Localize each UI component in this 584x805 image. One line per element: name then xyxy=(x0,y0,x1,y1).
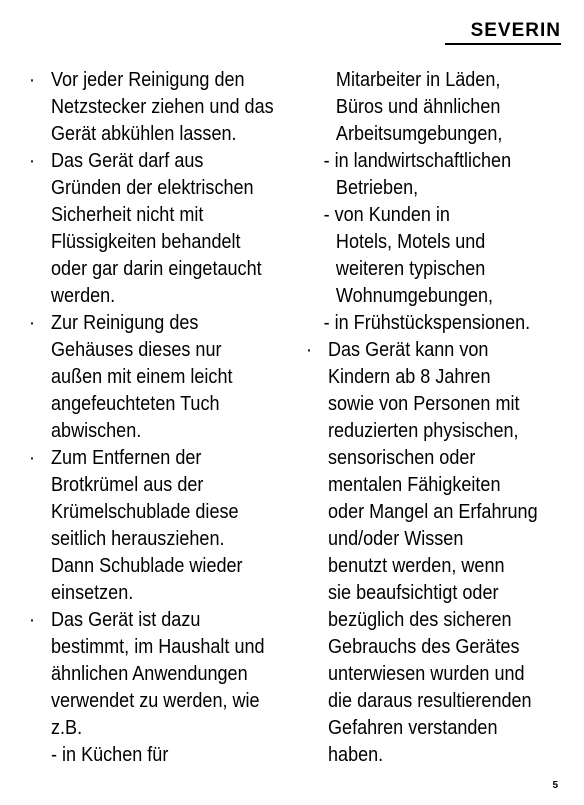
dash-item xyxy=(306,309,570,336)
left-column xyxy=(29,66,293,768)
text-line: Krümelschublade diese xyxy=(51,500,239,523)
continuation-text xyxy=(306,66,570,147)
text-line: Betrieben, xyxy=(335,176,419,199)
text-line: Vor jeder Reinigung den xyxy=(51,68,245,91)
right-column xyxy=(306,66,570,768)
text-line: sensorischen oder xyxy=(328,446,476,469)
text-line: Gebrauchs des Gerätes xyxy=(328,635,520,658)
text-line: Das Gerät kann von xyxy=(328,338,489,361)
text-line: Gefahren verstanden xyxy=(328,716,498,739)
text-line: Gerät abkühlen lassen. xyxy=(51,122,237,145)
text-line: einsetzen. xyxy=(51,581,134,604)
text-line: Kindern ab 8 Jahren xyxy=(328,365,491,388)
text-line: oder gar darin eingetaucht xyxy=(51,257,262,280)
text-line: oder Mangel an Erfahrung xyxy=(328,500,538,523)
text-line: Sicherheit nicht mit xyxy=(51,203,204,226)
text-line: die daraus resultierenden xyxy=(328,689,532,712)
text-line: weiteren typischen xyxy=(335,257,486,280)
text-line: Zum Entfernen der xyxy=(51,446,202,469)
text-line: benutzt werden, wenn xyxy=(328,554,505,577)
text-line: werden. xyxy=(51,284,116,307)
bullet-icon: · xyxy=(29,311,36,334)
text-line: sowie von Personen mit xyxy=(328,392,520,415)
bullet-icon: · xyxy=(29,68,36,91)
list-item xyxy=(29,606,293,768)
bullet-icon: · xyxy=(306,338,313,361)
text-line: seitlich herausziehen. xyxy=(51,527,225,550)
text-line: Mitarbeiter in Läden, xyxy=(335,68,501,91)
bullet-icon: · xyxy=(29,608,36,631)
text-line: Brotkrümel aus der xyxy=(51,473,204,496)
text-line: Arbeitsumgebungen, xyxy=(335,122,503,145)
dash-item xyxy=(306,147,570,201)
brand-logo: SEVERIN xyxy=(470,20,561,41)
text-line: bestimmt, im Haushalt und xyxy=(51,635,265,658)
text-line: ähnlichen Anwendungen xyxy=(51,662,248,685)
page-number: 5 xyxy=(552,780,558,791)
text-line: Das Gerät darf aus xyxy=(51,149,204,172)
text-line: Wohnumgebungen, xyxy=(335,284,494,307)
text-line: Netzstecker ziehen und das xyxy=(51,95,274,118)
list-item xyxy=(29,444,293,606)
text-line: Das Gerät ist dazu xyxy=(51,608,201,631)
text-line: Gründen der elektrischen xyxy=(51,176,254,199)
text-line: Hotels, Motels und xyxy=(335,230,486,253)
text-line: Büros und ähnlichen xyxy=(335,95,501,118)
text-line: abwischen. xyxy=(51,419,142,442)
list-item xyxy=(306,336,570,768)
bullet-icon: · xyxy=(29,149,36,172)
text-line: Flüssigkeiten behandelt xyxy=(51,230,241,253)
bullet-icon: · xyxy=(29,446,36,469)
text-line: bezüglich des sicheren xyxy=(328,608,512,631)
list-item xyxy=(29,309,293,444)
text-line: Zur Reinigung des xyxy=(51,311,199,334)
text-line: sie beaufsichtigt oder xyxy=(328,581,499,604)
text-line: unterwiesen wurden und xyxy=(328,662,525,685)
text-line: außen mit einem leicht xyxy=(51,365,233,388)
brand-underline xyxy=(445,43,561,45)
text-line: Dann Schublade wieder xyxy=(51,554,243,577)
text-line: mentalen Fähigkeiten xyxy=(328,473,501,496)
text-line: - von Kunden in xyxy=(323,203,450,226)
text-line: z.B. xyxy=(51,716,83,739)
text-line: - in landwirtschaftlichen xyxy=(323,149,512,172)
text-line: haben. xyxy=(328,743,384,766)
text-line: - in Küchen für xyxy=(51,743,169,766)
list-item xyxy=(29,147,293,309)
list-item xyxy=(29,66,293,147)
dash-item xyxy=(306,201,570,309)
text-line: verwendet zu werden, wie xyxy=(51,689,260,712)
text-line: reduzierten physischen, xyxy=(328,419,519,442)
text-line: Gehäuses dieses nur xyxy=(51,338,222,361)
text-line: und/oder Wissen xyxy=(328,527,464,550)
text-line: - in Frühstückspensionen. xyxy=(323,311,531,334)
text-line: angefeuchteten Tuch xyxy=(51,392,220,415)
